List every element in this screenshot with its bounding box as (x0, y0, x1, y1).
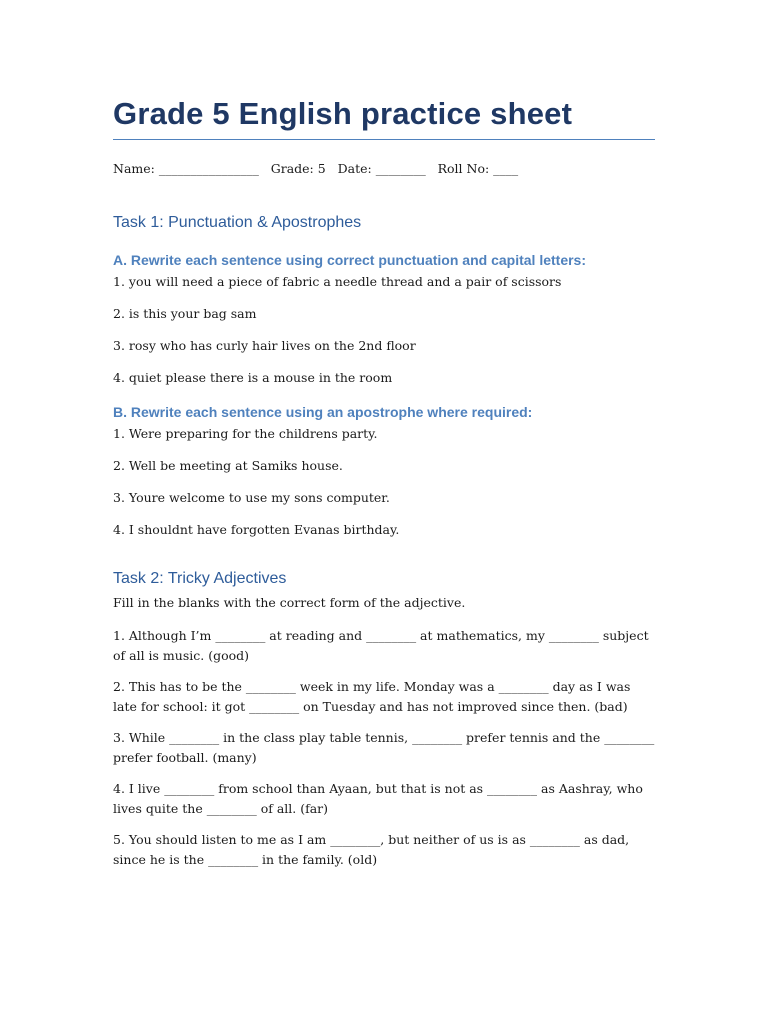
list-item: 2. is this your bag sam (113, 306, 257, 321)
task1-partA-heading: A. Rewrite each sentence using correct punctuation and capital letters: (113, 252, 587, 268)
task2-heading: Task 2: Tricky Adjectives (113, 570, 287, 587)
list-item: 4. I live ________ from school than Ayaan, but that is not as ________ as Aashray, who lives quite the ________ of all. (far) (113, 780, 643, 816)
page-title: Grade 5 English practice sheet (113, 96, 573, 131)
task2-list (113, 626, 655, 870)
task1-partA-list (113, 272, 655, 388)
list-item: 5. You should listen to me as I am ________, but neither of us is as ________ as dad, since he is the ________ in the family. (old) (113, 831, 630, 867)
list-item: 2. Well be meeting at Samiks house. (113, 458, 343, 473)
list-item: 1. you will need a piece of fabric a needle thread and a pair of scissors (113, 274, 562, 289)
worksheet-page (113, 92, 655, 870)
list-item: 3. While ________ in the class play table tennis, ________ prefer tennis and the ________ prefer football. (many) (113, 729, 655, 765)
title-divider (113, 139, 655, 140)
list-item: 3. rosy who has curly hair lives on the 2nd floor (113, 338, 416, 353)
list-item: 4. quiet please there is a mouse in the room (113, 370, 393, 385)
list-item: 1. Were preparing for the childrens party. (113, 426, 378, 441)
list-item: 3. Youre welcome to use my sons computer. (113, 490, 390, 505)
task1-partB-list (113, 424, 655, 540)
list-item: 2. This has to be the ________ week in my life. Monday was a ________ day as I was late for school: it got ________ on Tuesday and has not improved since then. (bad) (113, 678, 631, 714)
task1-partB-heading: B. Rewrite each sentence using an apostrophe where required: (113, 404, 533, 420)
list-item: 4. I shouldnt have forgotten Evanas birthday. (113, 522, 400, 537)
student-info-line: Name: ________________ Grade: 5 Date: ________ Roll No: ____ (113, 161, 519, 176)
list-item: 1. Although I’m ________ at reading and ________ at mathematics, my ________ subject of all is music. (good) (113, 627, 649, 663)
task2-instruction: Fill in the blanks with the correct form of the adjective. (113, 595, 466, 610)
task1-heading: Task 1: Punctuation & Apostrophes (113, 214, 362, 231)
